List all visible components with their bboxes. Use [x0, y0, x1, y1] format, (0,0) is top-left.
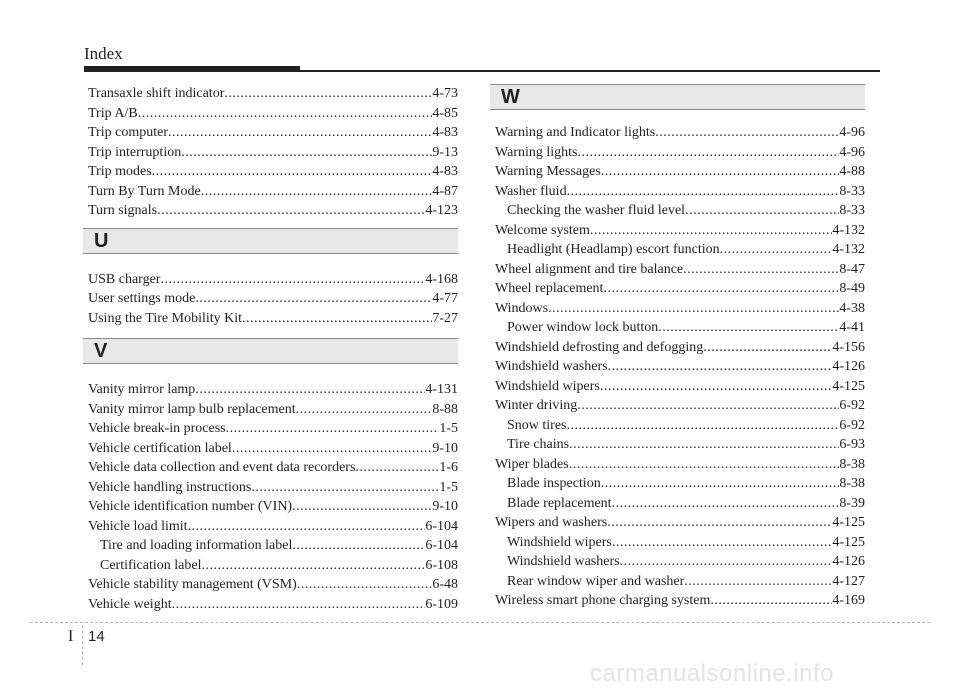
dot-leader	[608, 357, 833, 377]
entry-term: Vanity mirror lamp bulb replacement	[88, 401, 296, 417]
index-group-v	[88, 380, 458, 614]
dot-leader	[607, 513, 832, 533]
dot-leader	[172, 595, 426, 615]
index-entry	[88, 201, 458, 221]
dot-leader	[292, 536, 425, 556]
entry-page: 8-38	[839, 476, 865, 491]
entry-page: 4-96	[839, 125, 865, 140]
dot-leader	[590, 221, 832, 241]
entry-term: Wireless smart phone charging system	[495, 593, 711, 608]
dot-leader	[703, 338, 832, 358]
dot-leader	[710, 591, 832, 611]
index-subentry	[495, 435, 865, 455]
dot-leader	[612, 533, 833, 553]
entry-term: Vehicle handling instructions	[88, 479, 252, 495]
index-column-left	[88, 84, 458, 614]
entry-page: 4-125	[832, 515, 865, 530]
dot-leader	[355, 458, 439, 478]
entry-term: Windows	[495, 300, 549, 316]
index-entry	[495, 357, 865, 377]
entry-page: 4-132	[832, 222, 865, 238]
entry-page: 4-126	[832, 359, 865, 374]
entry-term: Turn By Turn Mode	[88, 183, 201, 199]
index-entry	[88, 497, 458, 517]
entry-term: Transaxle shift indicator	[88, 86, 225, 101]
entry-term: Wipers and washers	[495, 515, 608, 530]
index-group-w	[495, 123, 865, 611]
dot-leader	[157, 201, 425, 221]
entry-page: 4-125	[832, 378, 865, 394]
index-entry	[88, 458, 458, 478]
entry-page: 4-156	[832, 339, 865, 355]
entry-page: 4-169	[832, 593, 865, 608]
dot-leader	[569, 435, 839, 455]
dot-leader	[577, 143, 839, 163]
entry-page: 8-33	[839, 203, 865, 218]
index-entry	[88, 162, 458, 182]
entry-page: 4-85	[432, 105, 458, 121]
dot-leader	[201, 556, 425, 576]
index-subentry	[495, 552, 865, 572]
entry-term: Tire and loading information label	[100, 538, 293, 553]
entry-page: 4-127	[832, 573, 865, 589]
entry-term: Blade inspection	[507, 476, 601, 491]
footer-rule	[30, 622, 930, 623]
dot-leader	[620, 552, 833, 572]
entry-term: Trip modes	[88, 164, 152, 179]
entry-page: 9-13	[432, 144, 458, 160]
page-title: Index	[84, 44, 123, 63]
entry-page: 8-33	[839, 183, 865, 199]
index-subentry	[88, 536, 458, 556]
entry-page: 8-47	[839, 261, 865, 277]
index-subentry	[495, 240, 865, 260]
dot-leader	[655, 123, 839, 143]
entry-term: Vehicle weight	[88, 596, 172, 612]
index-entry	[495, 143, 865, 163]
dot-leader	[195, 380, 425, 400]
dot-leader	[601, 474, 840, 494]
index-entry	[88, 182, 458, 202]
dot-leader	[251, 478, 439, 498]
index-entry	[495, 513, 865, 533]
dot-leader	[683, 260, 839, 280]
entry-page: 4-131	[425, 382, 458, 397]
dot-leader	[201, 182, 433, 202]
entry-term: Windshield wipers	[495, 378, 600, 394]
entry-term: Warning Messages	[495, 164, 601, 179]
entry-term: Windshield defrosting and defogging	[495, 339, 704, 355]
index-entry	[88, 517, 458, 537]
entry-term: Warning lights	[495, 144, 578, 160]
entry-term: Windshield washers	[495, 359, 608, 374]
dot-leader	[152, 162, 433, 182]
dot-leader	[569, 455, 840, 475]
index-entry	[88, 143, 458, 163]
entry-page: 9-10	[432, 499, 458, 514]
index-entry	[495, 299, 865, 319]
index-entry	[88, 309, 458, 329]
entry-term: Welcome system	[495, 222, 590, 238]
entry-page: 6-93	[839, 437, 865, 452]
entry-term: Turn signals	[88, 203, 158, 218]
entry-page: 9-10	[432, 440, 458, 456]
entry-page: 6-104	[425, 538, 458, 553]
dot-leader	[567, 416, 840, 436]
dot-leader	[658, 318, 839, 338]
index-subentry	[495, 416, 865, 436]
entry-page: 8-88	[432, 401, 458, 417]
index-group-u	[88, 270, 458, 329]
page-number: 14	[88, 628, 105, 645]
entry-term: Vehicle stability management (VSM)	[88, 577, 297, 592]
index-entry	[88, 84, 458, 104]
entry-term: Windshield washers	[507, 554, 620, 569]
entry-term: Vehicle certification label	[88, 440, 232, 456]
dot-leader	[138, 104, 433, 124]
entry-term: Warning and Indicator lights	[495, 125, 656, 140]
header-rule	[300, 70, 880, 72]
index-entry	[495, 591, 865, 611]
footer-divider	[82, 625, 83, 665]
dot-leader	[548, 299, 839, 319]
entry-page: 6-92	[839, 398, 865, 413]
dot-leader	[296, 400, 433, 420]
entry-page: 6-48	[432, 577, 458, 592]
entry-term: Headlight (Headlamp) escort function	[507, 242, 720, 257]
entry-term: Vehicle break-in process	[88, 421, 226, 436]
entry-page: 6-104	[425, 518, 458, 534]
entry-term: Power window lock button	[507, 320, 659, 335]
entry-term: Washer fluid	[495, 183, 567, 199]
entry-page: 4-88	[839, 164, 865, 179]
header-bar-thick	[84, 66, 300, 72]
index-subentry	[495, 318, 865, 338]
entry-page: 6-108	[425, 557, 458, 573]
dot-leader	[226, 419, 440, 439]
dot-leader	[188, 517, 426, 537]
index-entry	[88, 419, 458, 439]
entry-term: Vehicle data collection and event data recorders	[88, 460, 356, 475]
entry-page: 4-41	[839, 320, 865, 335]
dot-leader	[195, 289, 432, 309]
dot-leader	[612, 494, 840, 514]
entry-page: 7-27	[432, 310, 458, 326]
section-letter: U	[94, 229, 109, 252]
index-group-t	[88, 84, 458, 221]
dot-leader	[600, 377, 833, 397]
watermark: carmanualsonline.info	[590, 660, 834, 687]
index-entry	[88, 595, 458, 615]
entry-term: Trip A/B	[88, 105, 138, 121]
dot-leader	[603, 279, 839, 299]
entry-page: 4-132	[832, 242, 865, 257]
index-entry	[88, 123, 458, 143]
entry-page: 1-6	[439, 460, 458, 475]
entry-page: 4-87	[432, 183, 458, 199]
index-subentry	[495, 533, 865, 553]
index-entry	[88, 478, 458, 498]
entry-term: Checking the washer fluid level	[507, 203, 686, 218]
index-entry	[495, 123, 865, 143]
entry-term: Snow tires	[507, 417, 567, 433]
index-entry	[495, 260, 865, 280]
dot-leader	[292, 497, 432, 517]
dot-leader	[684, 572, 832, 592]
dot-leader	[601, 162, 840, 182]
entry-term: User settings mode	[88, 291, 196, 306]
entry-page: 4-73	[432, 86, 458, 101]
entry-term: Trip computer	[88, 125, 168, 140]
entry-page: 4-168	[425, 271, 458, 287]
entry-page: 8-49	[839, 281, 865, 296]
index-subentry	[88, 556, 458, 576]
section-header-v	[83, 338, 458, 364]
entry-page: 6-92	[839, 417, 865, 433]
index-subentry	[495, 201, 865, 221]
entry-page: 4-38	[839, 300, 865, 316]
index-entry	[495, 338, 865, 358]
entry-page: 6-109	[425, 596, 458, 612]
entry-page: 4-83	[432, 125, 458, 140]
entry-page: 4-83	[432, 164, 458, 179]
index-entry	[88, 289, 458, 309]
dot-leader	[567, 182, 840, 202]
index-entry	[495, 162, 865, 182]
dot-leader	[685, 201, 839, 221]
index-entry	[88, 104, 458, 124]
dot-leader	[232, 439, 433, 459]
index-subentry	[495, 474, 865, 494]
entry-page: 8-39	[839, 495, 865, 511]
index-entry	[495, 377, 865, 397]
index-entry	[495, 279, 865, 299]
entry-page: 8-38	[839, 456, 865, 472]
entry-term: Wheel alignment and tire balance	[495, 261, 684, 277]
entry-page: 4-96	[839, 144, 865, 160]
dot-leader	[297, 575, 433, 595]
entry-page: 1-5	[439, 479, 458, 495]
entry-page: 4-123	[425, 203, 458, 218]
dot-leader	[160, 270, 425, 290]
index-column-right	[495, 84, 865, 611]
entry-term: Tire chains	[507, 437, 570, 452]
section-letter: W	[501, 86, 520, 108]
dot-leader	[168, 123, 432, 143]
dot-leader	[181, 143, 432, 163]
index-entry	[495, 396, 865, 416]
dot-leader	[577, 396, 839, 416]
entry-page: 4-125	[832, 534, 865, 550]
entry-term: USB charger	[88, 271, 161, 287]
entry-term: Vanity mirror lamp	[88, 382, 196, 397]
entry-page: 1-5	[439, 421, 458, 436]
index-entry	[88, 380, 458, 400]
entry-term: Trip interruption	[88, 144, 182, 160]
index-subentry	[495, 494, 865, 514]
entry-term: Wheel replacement	[495, 281, 604, 296]
index-entry	[495, 455, 865, 475]
footer-section-letter: I	[68, 628, 74, 645]
entry-term: Winter driving	[495, 398, 578, 413]
index-subentry	[495, 572, 865, 592]
index-entry	[88, 439, 458, 459]
entry-term: Certification label	[100, 557, 202, 573]
entry-page: 4-126	[832, 554, 865, 569]
index-entry	[495, 221, 865, 241]
entry-term: Vehicle identification number (VIN)	[88, 499, 293, 514]
entry-term: Windshield wipers	[507, 534, 612, 550]
index-entry	[495, 182, 865, 202]
dot-leader	[224, 84, 432, 104]
section-header-w	[490, 84, 865, 110]
index-entry	[88, 270, 458, 290]
entry-page: 4-77	[432, 291, 458, 306]
entry-term: Rear window wiper and washer	[507, 573, 685, 589]
entry-term: Wiper blades	[495, 456, 569, 472]
dot-leader	[242, 309, 432, 329]
index-entry	[88, 575, 458, 595]
section-letter: V	[94, 340, 108, 362]
entry-term: Blade replacement	[507, 495, 612, 511]
entry-term: Vehicle load limit	[88, 518, 188, 534]
entry-term: Using the Tire Mobility Kit	[88, 310, 243, 326]
dot-leader	[720, 240, 833, 260]
index-entry	[88, 400, 458, 420]
section-header-u	[83, 228, 458, 254]
